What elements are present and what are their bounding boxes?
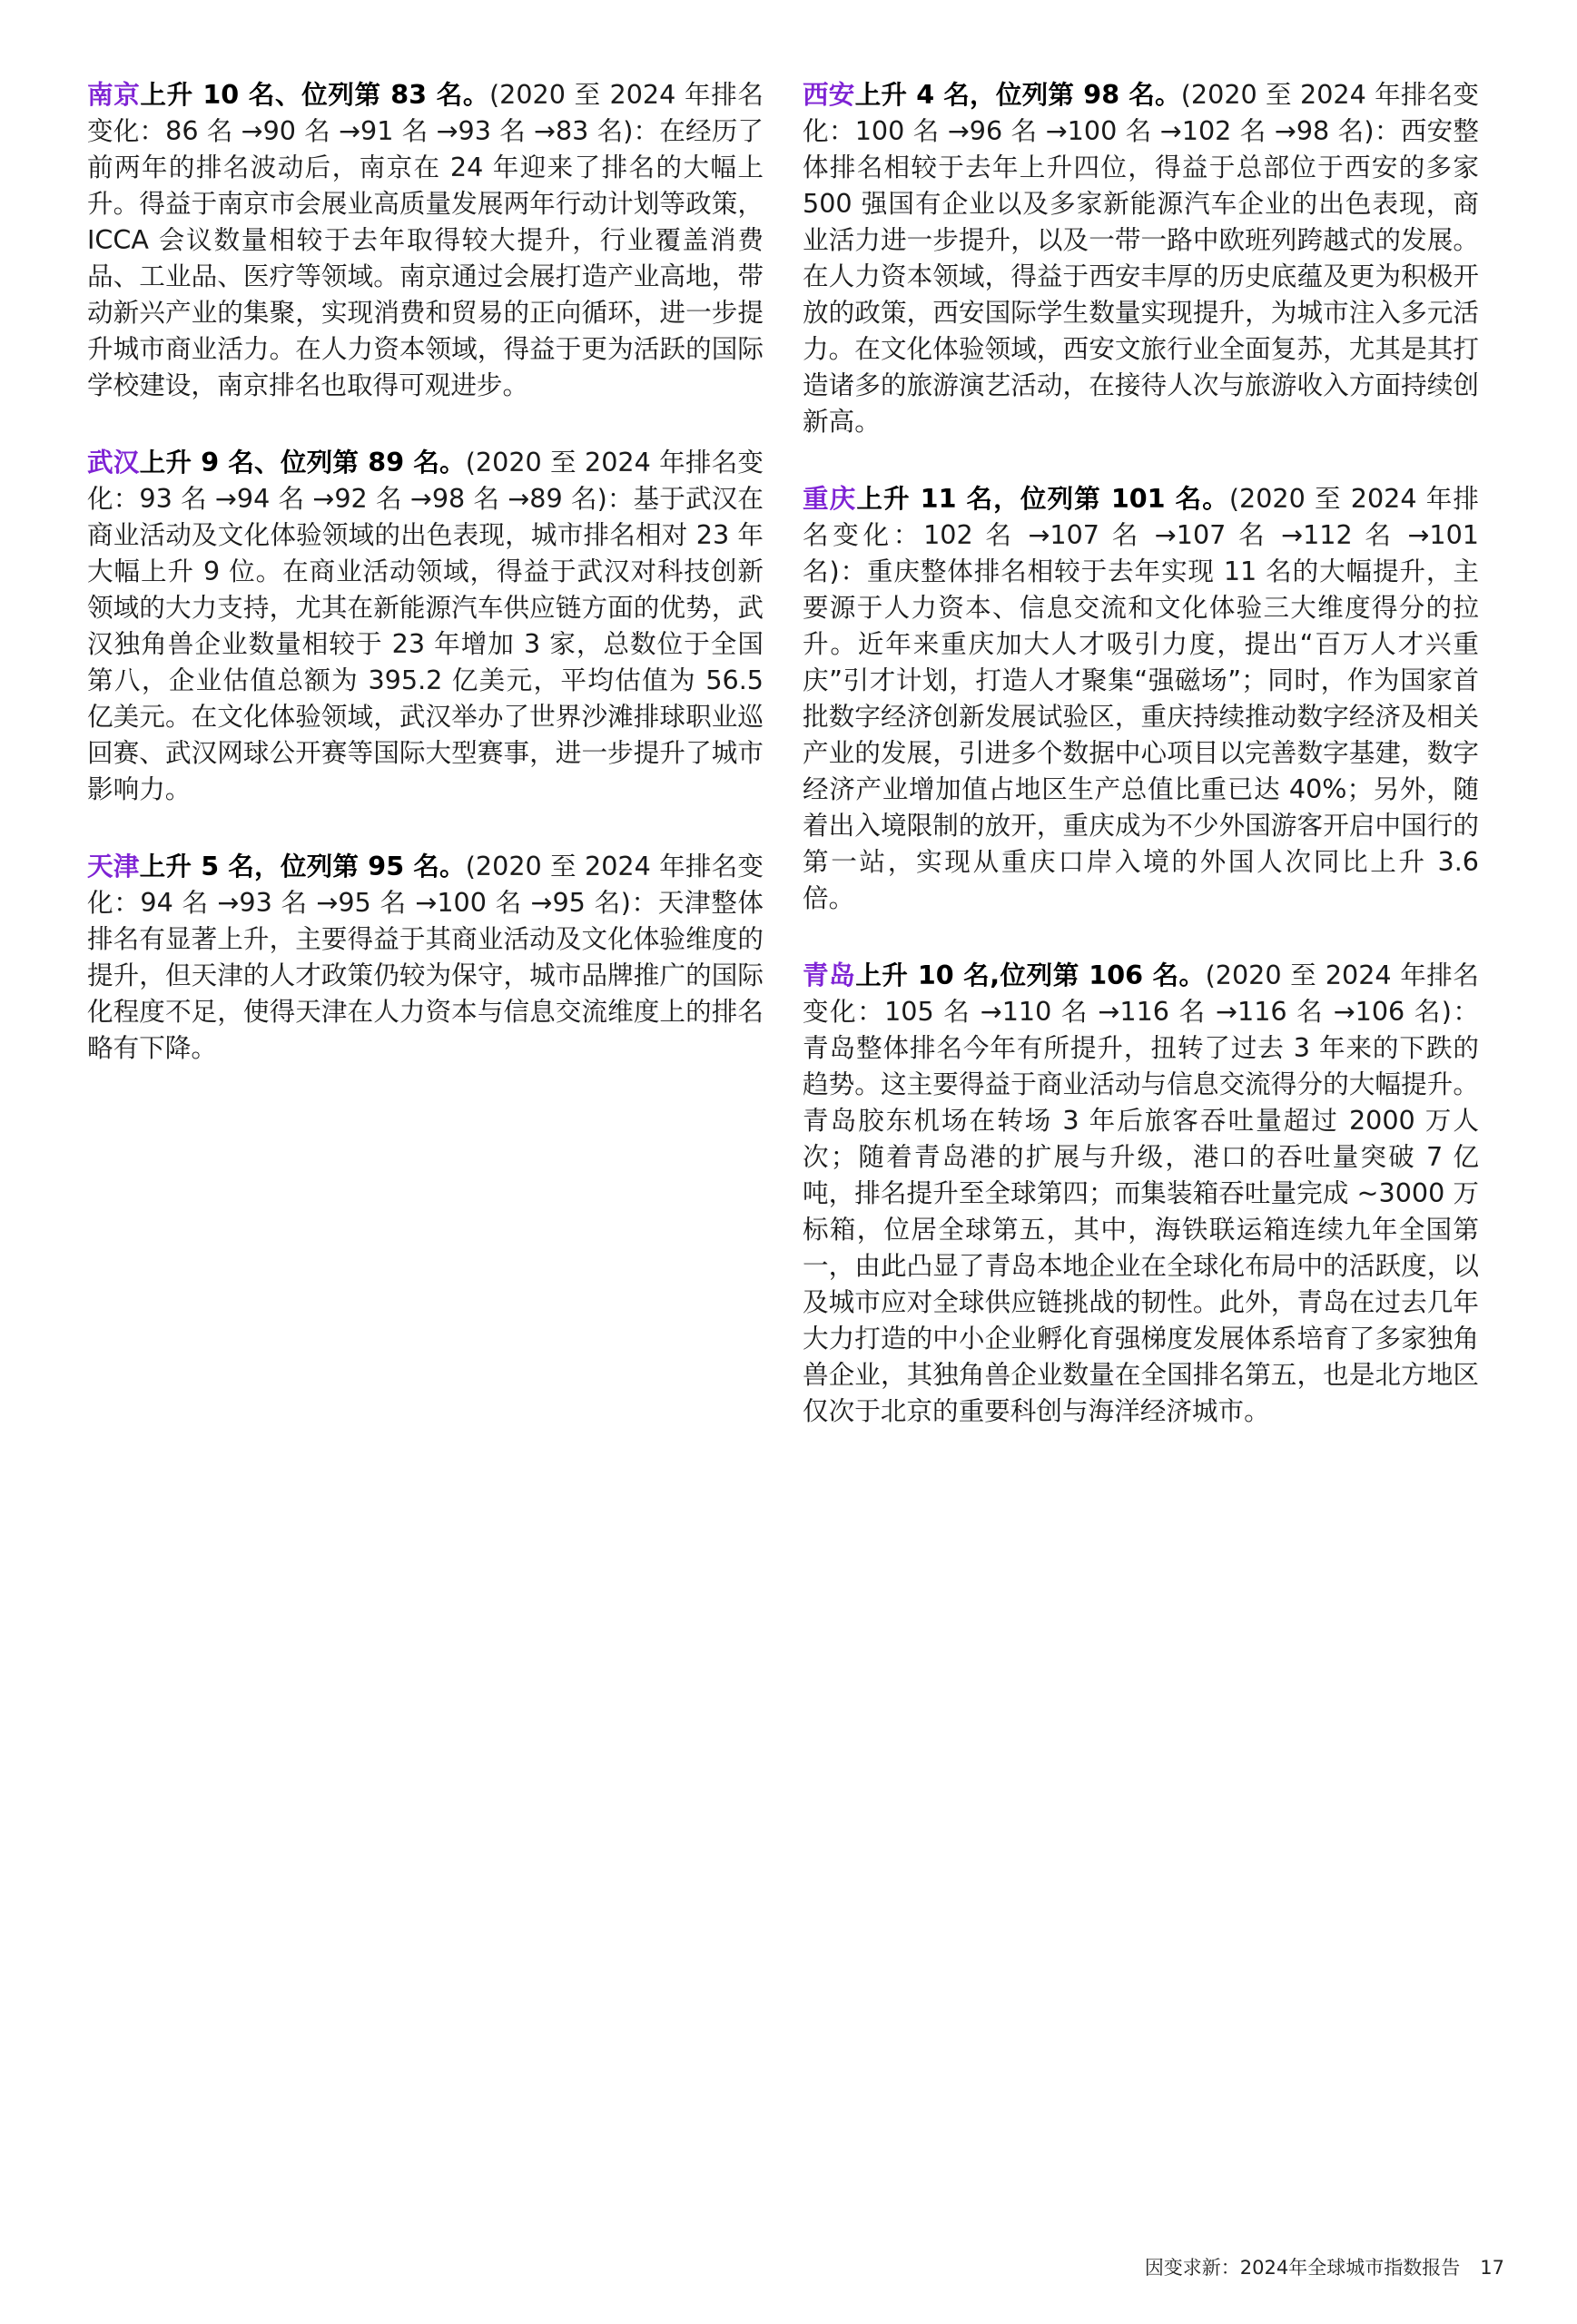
city-section-wuhan bbox=[87, 444, 764, 807]
city-paragraph bbox=[803, 76, 1479, 439]
city-name: 西安 bbox=[803, 79, 855, 110]
left-column bbox=[87, 76, 764, 1107]
city-paragraph bbox=[87, 76, 764, 403]
ranking-headline: 上升 11 名，位列第 101 名。 bbox=[856, 483, 1229, 514]
city-section-tianjin bbox=[87, 848, 764, 1066]
city-section-qingdao bbox=[803, 957, 1479, 1429]
right-column bbox=[803, 76, 1479, 1470]
city-paragraph bbox=[803, 480, 1479, 916]
city-name: 青岛 bbox=[803, 960, 856, 990]
ranking-headline: 上升 10 名,位列第 106 名。 bbox=[855, 960, 1206, 990]
ranking-headline: 上升 5 名，位列第 95 名。 bbox=[139, 851, 466, 881]
report-title: 因变求新：2024年全球城市指数报告 bbox=[1144, 2257, 1461, 2279]
page-number: 17 bbox=[1480, 2257, 1504, 2279]
ranking-headline: 上升 10 名、位列第 83 名。 bbox=[140, 79, 490, 110]
city-name: 武汉 bbox=[87, 447, 140, 478]
city-section-nanjing bbox=[87, 76, 764, 403]
city-paragraph bbox=[87, 444, 764, 807]
city-section-chongqing bbox=[803, 480, 1479, 916]
city-section-xian bbox=[803, 76, 1479, 439]
city-description: (2020 至 2024 年排名变化：94 名 →93 名 →95 名 →100 名 →95 名)：天津整体排名有显著上升，主要得益于其商业活动及文化体验维度的提升，但天津的人才政策仍较为保守，城市品牌推广的国际化程度不足，使得天津在人力资本与信息交流维度上的排名略有下降。 bbox=[87, 851, 764, 1063]
city-name: 天津 bbox=[87, 851, 140, 881]
city-description: (2020 至 2024 年排名变化：102 名 →107 名 →107 名 →112 名 →101 名)：重庆整体排名相较于去年实现 11 名的大幅提升，主要源于人力资本、信息交流和文化体验三大维度得分的拉升。近年来重庆加大人才吸引力度，提出“百万人才兴重庆”引才计划，打造人才聚集“强磁场”；同时，作为国家首批数字经济创新发展试验区，重庆持续推动数字经济及相关产业的发展，引进多个数据中心项目以完善数字基建，数字经济产业增加值占地区生产总值比重已达 40%；另外，随着出入境限制的放开，重庆成为不少外国游客开启中国行的第一站，实现从重庆口岸入境的外国人次同比上升 3.6 倍。 bbox=[803, 483, 1479, 913]
city-description: (2020 至 2024 年排名变化：86 名 →90 名 →91 名 →93 名 →83 名)：在经历了前两年的排名波动后，南京在 24 年迎来了排名的大幅上升。得益于南京市会展业高质量发展两年行动计划等政策，ICCA 会议数量相较于去年取得较大提升，行业覆盖消费品、工业品、医疗等领域。南京通过会展打造产业高地，带动新兴产业的集聚，实现消费和贸易的正向循环，进一步提升城市商业活力。在人力资本领域，得益于更为活跃的国际学校建设，南京排名也取得可观进步。 bbox=[87, 79, 764, 400]
city-paragraph bbox=[803, 957, 1479, 1429]
city-paragraph bbox=[87, 848, 764, 1066]
city-name: 重庆 bbox=[803, 483, 857, 514]
ranking-headline: 上升 4 名，位列第 98 名。 bbox=[854, 79, 1181, 110]
city-name: 南京 bbox=[87, 79, 141, 110]
ranking-headline: 上升 9 名、位列第 89 名。 bbox=[139, 447, 466, 478]
page-footer bbox=[1145, 2253, 1504, 2280]
city-description: (2020 至 2024 年排名变化：100 名 →96 名 →100 名 →102 名 →98 名)：西安整体排名相较于去年上升四位，得益于总部位于西安的多家 500 强国有企业以及多家新能源汽车企业的出色表现，商业活力进一步提升，以及一带一路中欧班列跨越式的发展。在人力资本领域，得益于西安丰厚的历史底蕴及更为积极开放的政策，西安国际学生数量实现提升，为城市注入多元活力。在文化体验领域，西安文旅行业全面复苏，尤其是其打造诸多的旅游演艺活动，在接待人次与旅游收入方面持续创新高。 bbox=[803, 79, 1479, 437]
city-description: (2020 至 2024 年排名变化：105 名 →110 名 →116 名 →116 名 →106 名)：青岛整体排名今年有所提升，扭转了过去 3 年来的下跌的趋势。这主要得益于商业活动与信息交流得分的大幅提升。青岛胶东机场在转场 3 年后旅客吞吐量超过 2000 万人次；随着青岛港的扩展与升级，港口的吞吐量突破 7 亿吨，排名提升至全球第四；而集装箱吞吐量完成 ~3000 万标箱，位居全球第五，其中，海铁联运箱连续九年全国第一，由此凸显了青岛本地企业在全球化布局中的活跃度，以及城市应对全球供应链挑战的韧性。此外，青岛在过去几年大力打造的中小企业孵化育强梯度发展体系培育了多家独角兽企业，其独角兽企业数量在全国排名第五，也是北方地区仅次于北京的重要科创与海洋经济城市。 bbox=[803, 960, 1479, 1426]
city-description: (2020 至 2024 年排名变化：93 名 →94 名 →92 名 →98 名 →89 名)：基于武汉在商业活动及文化体验领域的出色表现，城市排名相对 23 年大幅上升 9 位。在商业活动领域，得益于武汉对科技创新领域的大力支持，尤其在新能源汽车供应链方面的优势，武汉独角兽企业数量相较于 23 年增加 3 家，总数位于全国第八，企业估值总额为 395.2 亿美元，平均估值为 56.5 亿美元。在文化体验领域，武汉举办了世界沙滩排球职业巡回赛、武汉网球公开赛等国际大型赛事，进一步提升了城市影响力。 bbox=[87, 447, 764, 804]
